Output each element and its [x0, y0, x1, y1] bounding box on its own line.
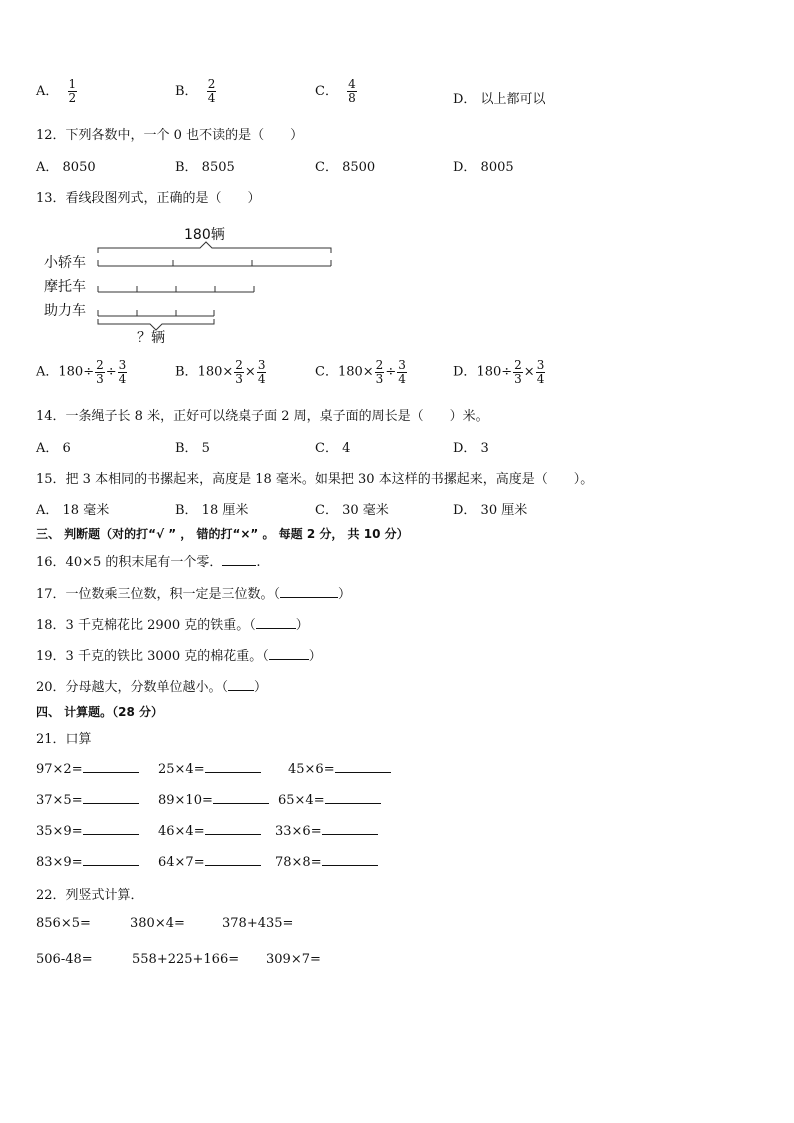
q13-stem: 13．看线段图列式，正确的是（ ） [36, 191, 261, 206]
numerator: 3 [398, 358, 406, 372]
numerator: 4 [348, 77, 356, 91]
answer-blank[interactable] [322, 822, 378, 835]
expression: 65×4= [278, 793, 325, 808]
row-label-car: 小轿车 [44, 255, 86, 271]
q13-option-a [36, 359, 128, 385]
oral-calc-item [158, 853, 261, 870]
expression: 83×9= [36, 855, 83, 870]
denominator: 3 [514, 371, 522, 386]
fraction [118, 359, 128, 385]
answer-blank[interactable] [83, 760, 139, 773]
answer-blank[interactable] [83, 822, 139, 835]
q15-stem: 15．把 3 本相同的书摞起来，高度是 18 毫米。如果把 30 本这样的书摞起来，高度是（ ）。 [36, 472, 594, 487]
q11-option-d [453, 88, 545, 107]
oral-calc-item [288, 760, 391, 777]
q14-option-c: C． 4 [315, 441, 351, 456]
q19 [36, 645, 322, 664]
option-label: A． [36, 364, 59, 380]
q22-title: 22．列竖式计算． [36, 888, 144, 903]
q20 [36, 676, 267, 695]
expression: 33×6= [275, 824, 322, 839]
option-label: D． [453, 364, 477, 380]
denominator: 4 [536, 371, 545, 386]
q14-option-b: B． 5 [175, 441, 210, 456]
operator: × [523, 364, 535, 380]
q13-option-c [315, 359, 408, 385]
denominator: 4 [207, 90, 216, 105]
operator: × [244, 364, 256, 380]
q14-option-a: A． 6 [36, 441, 71, 456]
q18-end: ） [295, 618, 309, 633]
expr-prefix: 180÷ [476, 364, 513, 380]
vertical-calc-item: 380×4= [130, 916, 185, 931]
section-3-title: 三、 判断题（对的打“√ ” ， 错的打“×” 。 每题 2 分， 共 10 分） [36, 527, 409, 541]
fraction [375, 359, 385, 385]
oral-calc-item [36, 791, 139, 808]
numerator: 3 [536, 358, 545, 372]
q14-stem: 14．一条绳子长 8 米，正好可以绕桌子面 2 周，桌子面的周长是（ ）米。 [36, 409, 489, 424]
fraction [513, 359, 523, 385]
q15-option-d: D． 30 厘米 [453, 503, 528, 518]
diagram-svg [36, 220, 356, 350]
q20-text: 20．分母越大，分数单位越小。（ [36, 680, 229, 695]
numerator: 2 [207, 77, 216, 91]
q13-option-b [175, 359, 267, 385]
expression: 46×4= [158, 824, 205, 839]
denominator: 4 [398, 371, 406, 386]
numerator: 2 [375, 358, 384, 372]
q12-stem: 12．下列各数中，一个 0 也不读的是（ ） [36, 128, 304, 143]
q16-end: . [256, 555, 261, 570]
q12-option-b: B． 8505 [175, 160, 235, 175]
answer-blank[interactable] [222, 553, 256, 566]
option-label: B． [175, 364, 198, 380]
denominator: 3 [96, 371, 104, 386]
numerator: 3 [257, 358, 266, 372]
answer-blank[interactable] [335, 760, 391, 773]
numerator: 2 [96, 358, 104, 372]
fraction [234, 359, 244, 385]
oral-calc-item [36, 760, 139, 777]
answer-blank[interactable] [228, 678, 254, 691]
q18 [36, 614, 309, 633]
q15-option-a: A． 18 毫米 [36, 503, 110, 518]
oral-calc-item [36, 822, 139, 839]
expression: 45×6= [288, 762, 335, 777]
option-label: C． [315, 364, 338, 380]
row-label-motorbike: 摩托车 [44, 279, 86, 295]
answer-blank[interactable] [205, 822, 261, 835]
q16-text: 16．40×5 的积末尾有一个零． [36, 555, 223, 570]
expression: 78×8= [275, 855, 322, 870]
numerator: 2 [235, 358, 243, 372]
q21-title: 21．口算 [36, 732, 92, 747]
expression: 25×4= [158, 762, 205, 777]
fraction [95, 359, 105, 385]
denominator: 3 [235, 371, 243, 386]
q12-option-d: D． 8005 [453, 160, 514, 175]
q16 [36, 551, 261, 570]
denominator: 8 [348, 90, 356, 105]
row-label-moped: 助力车 [44, 303, 86, 319]
oral-calc-item [275, 822, 378, 839]
vertical-calc-item: 378+435= [222, 916, 294, 931]
line-segment-diagram [36, 220, 356, 350]
answer-blank[interactable] [83, 791, 139, 804]
fraction [347, 78, 357, 104]
expression: 89×10= [158, 793, 213, 808]
operator: ÷ [385, 364, 397, 380]
q12-option-a: A． 8050 [36, 160, 96, 175]
option-label: D． [453, 92, 477, 107]
q20-end: ） [254, 680, 268, 695]
fraction [397, 359, 407, 385]
vertical-calc-item: 309×7= [266, 952, 321, 967]
answer-blank[interactable] [269, 647, 309, 660]
oral-calc-item [36, 853, 139, 870]
q13-option-d [453, 359, 546, 385]
q17-text: 17．一位数乘三位数，积一定是三位数。（ [36, 587, 281, 602]
denominator: 3 [375, 371, 384, 386]
q11-option-c [315, 78, 358, 104]
oral-calc-item [275, 853, 378, 870]
top-brace-label: 180辆 [184, 227, 225, 243]
q15-option-c: C． 30 毫米 [315, 503, 389, 518]
top-brace [98, 242, 331, 253]
q19-text: 19．3 千克的铁比 3000 克的棉花重。（ [36, 649, 269, 664]
q17-end: ） [338, 587, 352, 602]
vertical-calc-item: 558+225+166= [132, 952, 240, 967]
denominator: 4 [257, 371, 266, 386]
answer-blank[interactable] [213, 791, 269, 804]
q12-option-c: C． 8500 [315, 160, 376, 175]
expression: 64×7= [158, 855, 205, 870]
oral-calc-item [158, 791, 269, 808]
fraction [207, 78, 217, 104]
answer-blank[interactable] [280, 585, 338, 598]
option-label: C． [315, 83, 338, 99]
oral-calc-item [158, 760, 261, 777]
expr-prefix: 180× [337, 364, 374, 380]
q14-option-d: D． 3 [453, 441, 489, 456]
option-label: B． [175, 83, 198, 99]
denominator: 2 [68, 90, 77, 105]
option-text: 以上都可以 [480, 92, 546, 107]
answer-blank[interactable] [325, 791, 381, 804]
numerator: 2 [514, 358, 522, 372]
vertical-calc-item: 856×5= [36, 916, 91, 931]
answer-blank[interactable] [256, 616, 296, 629]
answer-blank[interactable] [205, 853, 261, 866]
expression: 97×2= [36, 762, 83, 777]
q11-option-b [175, 78, 217, 104]
numerator: 1 [68, 77, 77, 91]
numerator: 3 [118, 358, 127, 372]
q19-end: ） [308, 649, 322, 664]
operator: ÷ [105, 364, 117, 380]
expr-prefix: 180× [197, 364, 234, 380]
answer-blank[interactable] [322, 853, 378, 866]
fraction [68, 78, 78, 104]
q17 [36, 583, 351, 602]
fraction [257, 359, 267, 385]
oral-calc-item [278, 791, 381, 808]
q18-text: 18．3 千克棉花比 2900 克的铁重。（ [36, 618, 256, 633]
option-label: A． [36, 83, 59, 99]
vertical-calc-item: 506-48= [36, 952, 93, 967]
fraction [536, 359, 546, 385]
expr-prefix: 180÷ [58, 364, 95, 380]
bottom-brace [98, 319, 214, 330]
q15-option-b: B． 18 厘米 [175, 503, 249, 518]
answer-blank[interactable] [205, 760, 261, 773]
oral-calc-item [158, 822, 261, 839]
bottom-brace-label: ？辆 [137, 330, 165, 346]
expression: 35×9= [36, 824, 83, 839]
answer-blank[interactable] [83, 853, 139, 866]
q11-option-a [36, 78, 78, 104]
denominator: 4 [118, 371, 127, 386]
expression: 37×5= [36, 793, 83, 808]
section-4-title: 四、 计算题。（28 分） [36, 705, 164, 719]
